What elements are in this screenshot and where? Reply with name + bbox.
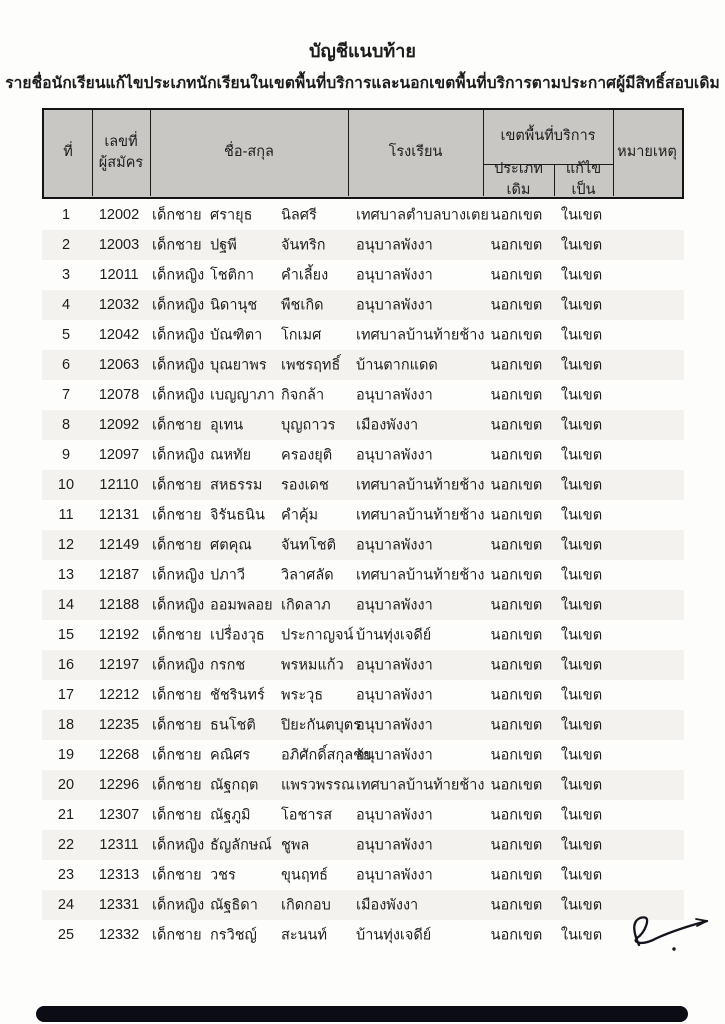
changed-to: ในเขต <box>560 477 603 494</box>
last-name: แพรวพรรณ <box>281 777 355 794</box>
applicant-number: 12187 <box>98 567 140 583</box>
row-number: 24 <box>57 897 75 913</box>
student-prefix: เด็กหญิง <box>152 297 205 314</box>
original-type: นอกเขต <box>490 267 543 284</box>
table-row <box>42 770 684 800</box>
original-type: นอกเขต <box>490 207 543 224</box>
first-name: เปรื่องวุธ <box>210 627 265 644</box>
first-name: กรวิชญ์ <box>210 927 257 944</box>
last-name: ชูพล <box>281 837 310 854</box>
first-name: ศตคุณ <box>210 537 252 554</box>
row-number: 8 <box>61 417 71 433</box>
original-type: นอกเขต <box>490 297 543 314</box>
applicant-number: 12110 <box>99 477 139 493</box>
student-prefix: เด็กชาย <box>152 807 202 824</box>
row-number: 17 <box>57 687 75 703</box>
changed-to: ในเขต <box>560 657 603 674</box>
first-name: สหธรรม <box>210 477 263 494</box>
changed-to: ในเขต <box>560 687 603 704</box>
header-no: ที่ <box>63 144 73 161</box>
applicant-number: 12307 <box>98 807 140 823</box>
last-name: โกเมศ <box>281 327 322 344</box>
school-name: อนุบาลพังงา <box>356 657 433 674</box>
table-row <box>42 620 684 650</box>
school-name: อนุบาลพังงา <box>356 237 433 254</box>
student-prefix: เด็กหญิง <box>152 387 205 404</box>
student-prefix: เด็กชาย <box>152 207 202 224</box>
row-number: 16 <box>57 657 75 673</box>
original-type: นอกเขต <box>490 687 543 704</box>
original-type: นอกเขต <box>490 387 543 404</box>
original-type: นอกเขต <box>490 567 543 584</box>
table-row <box>42 200 684 230</box>
original-type: นอกเขต <box>490 807 543 824</box>
last-name: เกิดกอบ <box>281 897 331 914</box>
last-name: พืชเกิด <box>281 297 324 314</box>
first-name: นิดานุช <box>210 297 258 314</box>
table-row <box>42 590 684 620</box>
first-name: เบญญาภา <box>210 387 275 404</box>
changed-to: ในเขต <box>560 327 603 344</box>
last-name: คำคุ้ม <box>281 507 319 524</box>
first-name: ปฐพี <box>210 237 237 254</box>
changed-to: ในเขต <box>560 627 603 644</box>
school-name: บ้านทุ่งเจดีย์ <box>356 627 432 644</box>
first-name: ณัฐกฤต <box>210 777 259 794</box>
student-prefix: เด็กชาย <box>152 777 202 794</box>
student-prefix: เด็กชาย <box>152 477 202 494</box>
last-name: ขุนฤทธ์ <box>281 867 329 884</box>
student-prefix: เด็กชาย <box>152 717 202 734</box>
last-name: นิลศรี <box>281 207 317 224</box>
row-number: 22 <box>57 837 75 853</box>
school-name: อนุบาลพังงา <box>356 747 433 764</box>
changed-to: ในเขต <box>560 237 603 254</box>
last-name: ปิยะกันตบุตร <box>281 717 362 734</box>
applicant-number: 12311 <box>99 837 139 853</box>
original-type: นอกเขต <box>490 927 543 944</box>
row-number: 9 <box>61 447 71 463</box>
table-row <box>42 290 684 320</box>
table-row <box>42 890 684 920</box>
original-type: นอกเขต <box>490 357 543 374</box>
original-type: นอกเขต <box>490 717 543 734</box>
changed-to: ในเขต <box>560 927 603 944</box>
school-name: เทศบาลบ้านท้ายช้าง <box>356 507 485 524</box>
last-name: เพชรฤทธิ์ <box>281 357 341 374</box>
school-name: บ้านตากแดด <box>356 357 438 374</box>
table-row <box>42 500 684 530</box>
applicant-number: 12313 <box>98 867 140 883</box>
header-applicant-no-line2: ผู้สมัคร <box>98 155 144 171</box>
first-name: คณิศร <box>210 747 251 764</box>
changed-to: ในเขต <box>560 777 603 794</box>
applicant-number: 12331 <box>98 897 140 913</box>
last-name: คำเลี้ยง <box>281 267 329 284</box>
header-original-type: ประเภทเดิม <box>494 160 543 198</box>
table-row <box>42 860 684 890</box>
first-name: โชติกา <box>210 267 254 284</box>
school-name: เทศบาลบ้านท้ายช้าง <box>356 477 485 494</box>
row-number: 12 <box>57 537 75 553</box>
header-name: ชื่อ-สกุล <box>224 144 274 161</box>
table-row <box>42 830 684 860</box>
school-name: อนุบาลพังงา <box>356 867 433 884</box>
last-name: อภิศักดิ์สกุลชัย <box>281 747 372 764</box>
header-remark: หมายเหตุ <box>617 144 677 161</box>
student-prefix: เด็กชาย <box>152 747 202 764</box>
row-number: 5 <box>61 327 71 343</box>
changed-to: ในเขต <box>560 717 603 734</box>
student-prefix: เด็กหญิง <box>152 897 205 914</box>
applicant-number: 12011 <box>99 267 139 283</box>
original-type: นอกเขต <box>490 597 543 614</box>
last-name: ครองยุติ <box>281 447 333 464</box>
table-row <box>42 740 684 770</box>
original-type: นอกเขต <box>490 477 543 494</box>
last-name: จันทโชติ <box>281 537 337 554</box>
first-name: ณัฐภูมิ <box>210 807 251 824</box>
original-type: นอกเขต <box>490 747 543 764</box>
school-name: บ้านทุ่งเจดีย์ <box>356 927 432 944</box>
applicant-number: 12042 <box>98 327 140 343</box>
school-name: อนุบาลพังงา <box>356 597 433 614</box>
table-row <box>42 260 684 290</box>
applicant-number: 12078 <box>98 387 140 403</box>
applicant-number: 12063 <box>98 357 140 373</box>
applicant-number: 12332 <box>98 927 140 943</box>
school-name: อนุบาลพังงา <box>356 717 433 734</box>
last-name: วิลาศลัด <box>281 567 334 584</box>
changed-to: ในเขต <box>560 507 603 524</box>
student-prefix: เด็กหญิง <box>152 267 205 284</box>
table-row <box>42 650 684 680</box>
applicant-number: 12131 <box>98 507 140 523</box>
row-number: 4 <box>61 297 71 313</box>
row-number: 11 <box>58 507 74 523</box>
header-changed-to: แก้ไขเป็น <box>565 160 602 198</box>
original-type: นอกเขต <box>490 897 543 914</box>
last-name: กิจกล้า <box>281 387 325 404</box>
school-name: อนุบาลพังงา <box>356 537 433 554</box>
school-name: อนุบาลพังงา <box>356 297 433 314</box>
original-type: นอกเขต <box>490 237 543 254</box>
scan-artifact-bar <box>36 1006 688 1022</box>
school-name: อนุบาลพังงา <box>356 687 433 704</box>
last-name: เกิดลาภ <box>281 597 331 614</box>
last-name: พรหมแก้ว <box>281 657 344 674</box>
changed-to: ในเขต <box>560 567 603 584</box>
row-number: 14 <box>57 597 75 613</box>
applicant-number: 12003 <box>98 237 140 253</box>
student-prefix: เด็กหญิง <box>152 657 205 674</box>
original-type: นอกเขต <box>490 837 543 854</box>
applicant-number: 12032 <box>98 297 140 313</box>
student-prefix: เด็กหญิง <box>152 327 205 344</box>
first-name: บัณฑิตา <box>210 327 263 344</box>
school-name: อนุบาลพังงา <box>356 807 433 824</box>
student-prefix: เด็กชาย <box>152 417 202 434</box>
first-name: กรกช <box>210 657 246 674</box>
table-row <box>42 380 684 410</box>
row-number: 21 <box>57 807 75 823</box>
row-number: 18 <box>57 717 75 733</box>
student-prefix: เด็กหญิง <box>152 447 205 464</box>
student-prefix: เด็กชาย <box>152 687 202 704</box>
school-name: อนุบาลพังงา <box>356 837 433 854</box>
student-prefix: เด็กชาย <box>152 627 202 644</box>
school-name: เทศบาลตำบลบางเตย <box>356 207 489 224</box>
school-name: เมืองพังงา <box>356 417 419 434</box>
applicant-number: 12097 <box>98 447 140 463</box>
student-prefix: เด็กชาย <box>152 867 202 884</box>
school-name: อนุบาลพังงา <box>356 447 433 464</box>
applicant-number: 12092 <box>98 417 140 433</box>
table-row <box>42 230 684 260</box>
row-number: 6 <box>61 357 71 373</box>
applicant-number: 12235 <box>98 717 140 733</box>
applicant-number: 12296 <box>98 777 140 793</box>
school-name: อนุบาลพังงา <box>356 267 433 284</box>
table-row <box>42 560 684 590</box>
student-prefix: เด็กหญิง <box>152 597 205 614</box>
first-name: บุณยาพร <box>210 357 267 374</box>
row-number: 20 <box>57 777 75 793</box>
first-name: วชร <box>210 867 236 884</box>
student-prefix: เด็กชาย <box>152 927 202 944</box>
last-name: โอชารส <box>281 807 333 824</box>
original-type: นอกเขต <box>490 867 543 884</box>
first-name: ณหทัย <box>210 447 252 464</box>
first-name: อุเทน <box>210 417 244 434</box>
changed-to: ในเขต <box>560 357 603 374</box>
row-number: 25 <box>57 927 75 943</box>
changed-to: ในเขต <box>560 807 603 824</box>
row-number: 3 <box>61 267 71 283</box>
student-prefix: เด็กหญิง <box>152 567 205 584</box>
row-number: 23 <box>57 867 75 883</box>
first-name: ธนโชติ <box>210 717 256 734</box>
first-name: ณัฐธิดา <box>210 897 258 914</box>
table-row <box>42 710 684 740</box>
document-title: บัญชีแนบท้าย <box>309 41 416 61</box>
applicant-number: 12212 <box>98 687 140 703</box>
original-type: นอกเขต <box>490 327 543 344</box>
row-number: 15 <box>57 627 75 643</box>
applicant-number: 12268 <box>98 747 140 763</box>
applicant-number: 12197 <box>98 657 140 673</box>
table-row <box>42 320 684 350</box>
table-row <box>42 410 684 440</box>
original-type: นอกเขต <box>490 417 543 434</box>
changed-to: ในเขต <box>560 867 603 884</box>
table-row <box>42 920 684 950</box>
row-number: 7 <box>61 387 71 403</box>
signature-icon <box>617 905 723 961</box>
table-row <box>42 440 684 470</box>
student-prefix: เด็กชาย <box>152 537 202 554</box>
last-name: จันทริก <box>281 237 326 254</box>
changed-to: ในเขต <box>560 207 603 224</box>
changed-to: ในเขต <box>560 417 603 434</box>
changed-to: ในเขต <box>560 837 603 854</box>
last-name: ประกาญจน์ <box>281 627 354 644</box>
first-name: ศรายุธ <box>210 207 253 224</box>
changed-to: ในเขต <box>560 897 603 914</box>
first-name: ชัชรินทร์ <box>210 687 265 704</box>
table-row <box>42 470 684 500</box>
applicant-number: 12192 <box>98 627 140 643</box>
last-name: บุญถาวร <box>281 417 336 434</box>
original-type: นอกเขต <box>490 777 543 794</box>
changed-to: ในเขต <box>560 267 603 284</box>
original-type: นอกเขต <box>490 537 543 554</box>
original-type: นอกเขต <box>490 447 543 464</box>
table-row <box>42 800 684 830</box>
last-name: สะนนท์ <box>281 927 328 944</box>
header-school: โรงเรียน <box>388 144 443 161</box>
first-name: จิรันธนิน <box>210 507 265 524</box>
school-name: อนุบาลพังงา <box>356 387 433 404</box>
table-row <box>42 530 684 560</box>
header-applicant-no-line1: เลขที่ <box>104 133 138 150</box>
row-number: 13 <box>57 567 75 583</box>
row-number: 1 <box>61 207 71 223</box>
document-subtitle: รายชื่อนักเรียนแก้ไขประเภทนักเรียนในเขตพื้นที่บริการและนอกเขตพื้นที่บริการตามประกาศผู้มีสิทธิ์สอบเดิม <box>5 75 720 92</box>
last-name: พระวุธ <box>281 687 324 704</box>
table-row <box>42 680 684 710</box>
last-name: รองเดช <box>281 477 329 494</box>
changed-to: ในเขต <box>560 537 603 554</box>
applicant-number: 12188 <box>98 597 140 613</box>
student-prefix: เด็กชาย <box>152 237 202 254</box>
row-number: 19 <box>57 747 75 763</box>
original-type: นอกเขต <box>490 507 543 524</box>
changed-to: ในเขต <box>560 297 603 314</box>
changed-to: ในเขต <box>560 747 603 764</box>
school-name: เทศบาลบ้านท้ายช้าง <box>356 567 485 584</box>
applicant-number: 12149 <box>98 537 140 553</box>
changed-to: ในเขต <box>560 597 603 614</box>
school-name: เทศบาลบ้านท้ายช้าง <box>356 777 485 794</box>
school-name: เทศบาลบ้านท้ายช้าง <box>356 327 485 344</box>
first-name: ออมพลอย <box>210 597 273 614</box>
student-prefix: เด็กหญิง <box>152 837 205 854</box>
applicant-number: 12002 <box>98 207 140 223</box>
first-name: ปภาวี <box>210 567 246 584</box>
student-prefix: เด็กหญิง <box>152 357 205 374</box>
changed-to: ในเขต <box>560 447 603 464</box>
changed-to: ในเขต <box>560 387 603 404</box>
row-number: 10 <box>57 477 75 493</box>
original-type: นอกเขต <box>490 627 543 644</box>
table-row <box>42 350 684 380</box>
student-prefix: เด็กชาย <box>152 507 202 524</box>
row-number: 2 <box>61 237 71 253</box>
first-name: ธัญลักษณ์ <box>210 837 272 854</box>
header-service-area: เขตพื้นที่บริการ <box>500 128 596 145</box>
school-name: เมืองพังงา <box>356 897 419 914</box>
original-type: นอกเขต <box>490 657 543 674</box>
